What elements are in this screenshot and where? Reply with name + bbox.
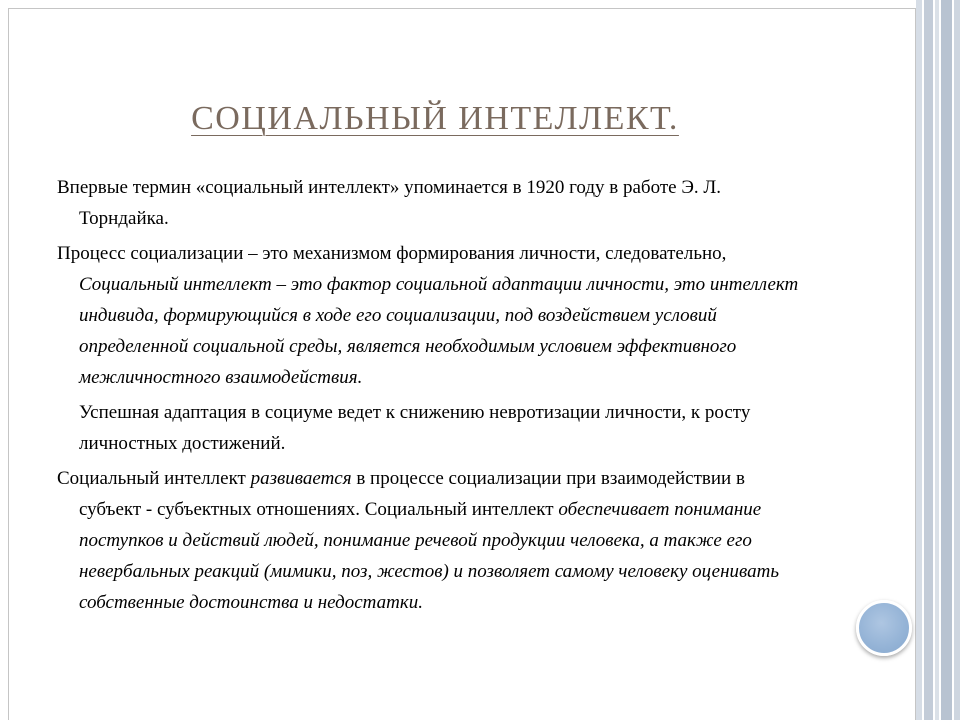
paragraph-2-italic: Социальный интеллект – это фактор социальной адаптации личности, это интеллект индивида, формирующийся в ходе его социализации, под воздействием условий определенной социальной среды, является необходимым условием эффективного межличностного взаимодействия.	[79, 274, 799, 388]
paragraph-2-normal: Процесс социализации – это механизмом формирования личности, следовательно,	[57, 243, 727, 264]
paragraph-4-part2: в процессе социализации при взаимодействии в субъект - субъектных отношениях. Социальный интеллект	[79, 468, 745, 520]
stripe	[935, 0, 939, 720]
slide-body	[57, 172, 802, 622]
stripe	[916, 0, 922, 720]
stripe	[924, 0, 933, 720]
decorative-stripes	[916, 0, 960, 720]
paragraph-4-italic2: обеспечивает понимание поступков и действий людей, понимание речевой продукции человека, а также его невербальных реакций (мимики, поз, жестов) и позволяет самому человеку оценивать собственные достоинства и недостатки.	[79, 499, 780, 613]
paragraph-2	[57, 238, 802, 393]
paragraph-3-text: Успешная адаптация в социуме ведет к снижению невротизации личности, к росту личностных достижений.	[79, 402, 751, 454]
stripe	[941, 0, 952, 720]
stripe	[954, 0, 960, 720]
paragraph-1	[57, 172, 802, 234]
paragraph-4-part1: Социальный интеллект	[57, 468, 251, 489]
paragraph-4-italic1: развивается	[250, 468, 352, 489]
paragraph-1-text: Впервые термин «социальный интеллект» упоминается в 1920 году в работе Э. Л. Торндайка.	[57, 177, 722, 229]
decorative-circle-icon	[856, 600, 912, 656]
paragraph-3	[57, 397, 802, 459]
paragraph-4	[57, 463, 802, 618]
slide-title: СОЦИАЛЬНЫЙ ИНТЕЛЛЕКТ.	[191, 100, 679, 137]
